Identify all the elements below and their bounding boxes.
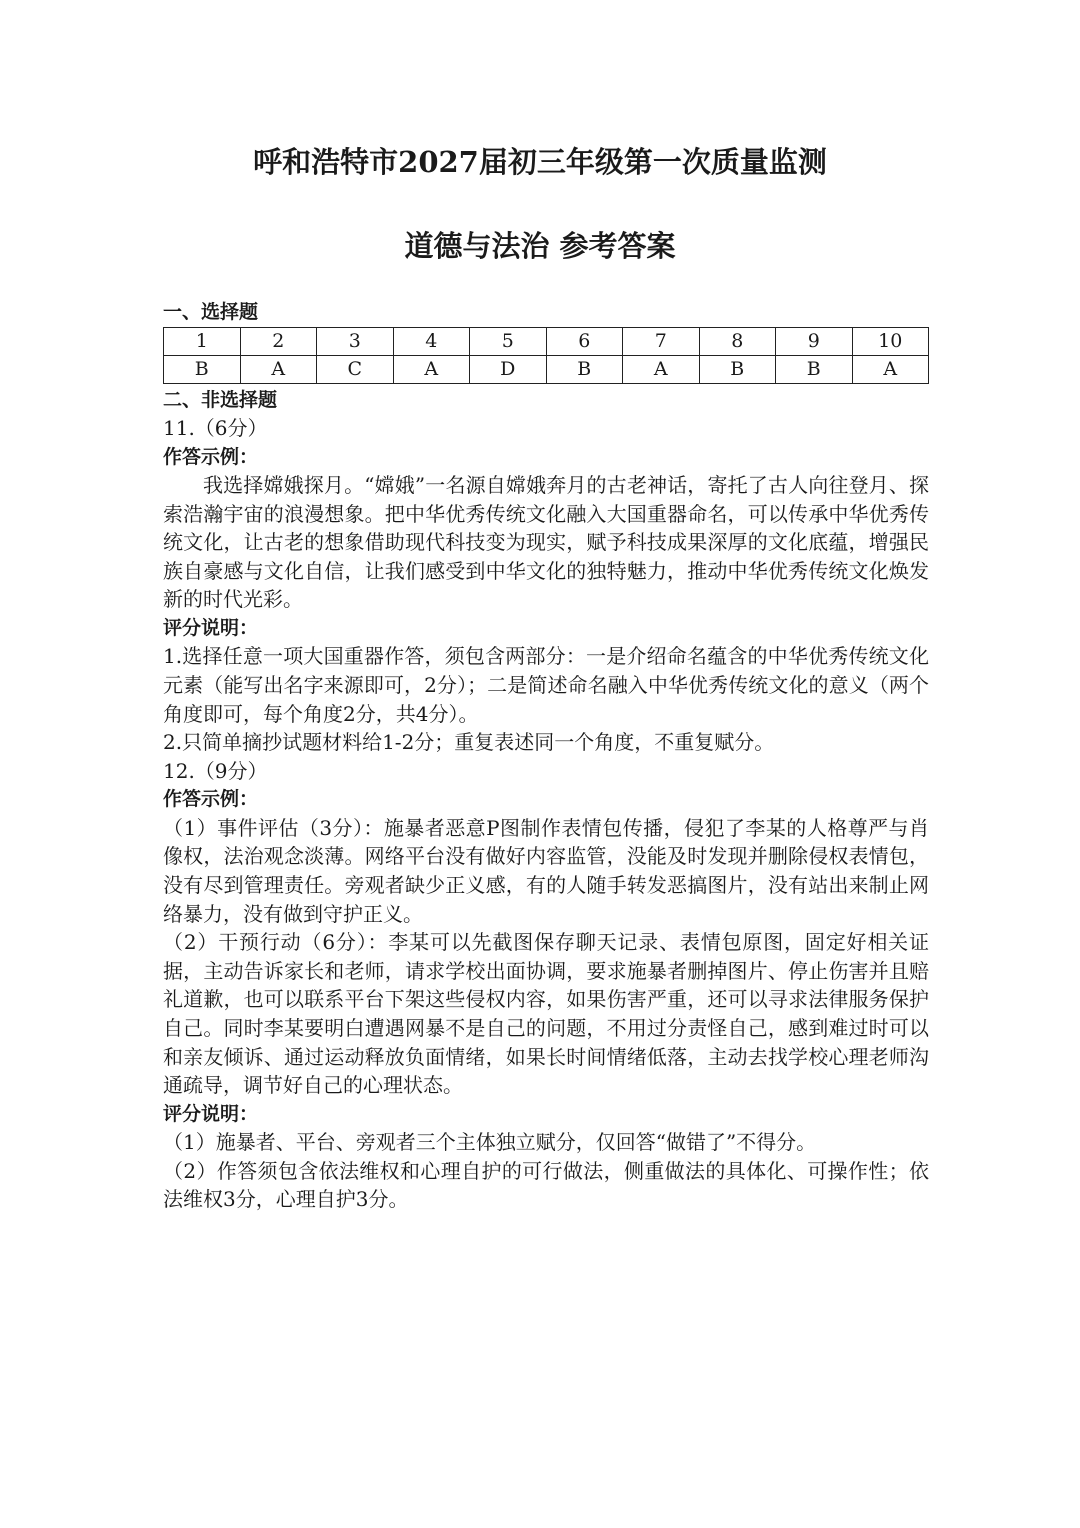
q11-scoring-heading: 评分说明： xyxy=(163,616,259,639)
q12-part2: （2）干预行动（6分）：李某可以先截图保存聊天记录、表情包原图，固定好相关证据，主动告诉家长和老师，请求学校出面协调，要求施暴者删掉图片、停止伤害并且赔礼道歉，也可以联系平台下架这些侵权内容，如果伤害严重，还可以寻求法律服务保护自己。同时李某要明白遭遇网暴不是自己的问题，不用过分责怪自己，感到难过时可以和亲友倾诉、通过运动释放负面情绪，如果长时间情绪低落，主动去找学校心理老师沟通疏导，调节好自己的心理状态。 xyxy=(163,930,929,1098)
table-cell-number: 1 xyxy=(164,327,241,355)
table-cell-number: 6 xyxy=(546,327,623,355)
table-cell-answer: A xyxy=(393,355,470,383)
table-cell-answer: B xyxy=(776,355,853,383)
section1-heading: 一、选择题 xyxy=(163,301,259,323)
q12-scoring-2: （2）作答须包含依法维权和心理自护的可行做法，侧重做法的具体化、可操作性；依法维权3分，心理自护3分。 xyxy=(163,1158,929,1212)
table-cell-answer: B xyxy=(164,355,241,383)
q12-scoring-1: （1）施暴者、平台、旁观者三个主体独立赋分，仅回答“做错了”不得分。 xyxy=(163,1130,817,1155)
answer-table xyxy=(163,327,929,384)
table-cell-answer: D xyxy=(470,355,547,383)
q11-scoring-2: 2.只简单摘抄试题材料给1-2分；重复表述同一个角度，不重复赋分。 xyxy=(163,730,775,755)
answer-table-answer-row xyxy=(164,355,929,383)
table-cell-answer: A xyxy=(623,355,700,383)
q12-label: 12.（9分） xyxy=(163,758,268,783)
table-cell-number: 9 xyxy=(776,327,853,355)
page-title: 呼和浩特市2027届初三年级第一次质量监测 xyxy=(253,145,827,179)
table-cell-answer: A xyxy=(240,355,317,383)
document-body xyxy=(163,298,929,1214)
table-cell-number: 4 xyxy=(393,327,470,355)
table-cell-number: 8 xyxy=(699,327,776,355)
q11-example-heading: 作答示例： xyxy=(163,445,259,468)
q12-part1: （1）事件评估（3分）：施暴者恶意P图制作表情包传播，侵犯了李某的人格尊严与肖像权，法治观念淡薄。网络平台没有做好内容监管，没能及时发现并删除侵权表情包，没有尽到管理责任。旁观者缺少正义感，有的人随手转发恶搞图片，没有站出来制止网络暴力，没有做到守护正义。 xyxy=(163,815,929,926)
page-subtitle: 道德与法治 参考答案 xyxy=(404,229,676,263)
table-cell-number: 7 xyxy=(623,327,700,355)
table-cell-answer: B xyxy=(546,355,623,383)
section2-heading: 二、非选择题 xyxy=(163,388,278,411)
q12-example-heading: 作答示例： xyxy=(163,788,259,811)
table-cell-answer: C xyxy=(317,355,394,383)
table-cell-answer: B xyxy=(699,355,776,383)
table-cell-number: 2 xyxy=(240,327,317,355)
answer-table-number-row xyxy=(164,327,929,355)
q12-scoring-heading: 评分说明： xyxy=(163,1102,259,1125)
q11-scoring-1: 1.选择任意一项大国重器作答，须包含两部分：一是介绍命名蕴含的中华优秀传统文化元素（能写出名字来源即可，2分）；二是简述命名融入中华优秀传统文化的意义（两个角度即可，每个角度2分，共4分）。 xyxy=(163,644,929,726)
table-cell-number: 10 xyxy=(852,327,929,355)
q11-example-text: 我选择嫦娥探月。“嫦娥”一名源自嫦娥奔月的古老神话，寄托了古人向往登月、探索浩瀚宇宙的浪漫想象。把中华优秀传统文化融入大国重器命名，可以传承中华优秀传统文化，让古老的想象借助现代科技变为现实，赋予科技成果深厚的文化底蕴，增强民族自豪感与文化自信，让我们感受到中华文化的独特魅力，推动中华优秀传统文化焕发新的时代光彩。 xyxy=(163,473,929,612)
table-cell-answer: A xyxy=(852,355,929,383)
table-cell-number: 5 xyxy=(470,327,547,355)
q11-label: 11.（6分） xyxy=(163,416,268,440)
table-cell-number: 3 xyxy=(317,327,394,355)
